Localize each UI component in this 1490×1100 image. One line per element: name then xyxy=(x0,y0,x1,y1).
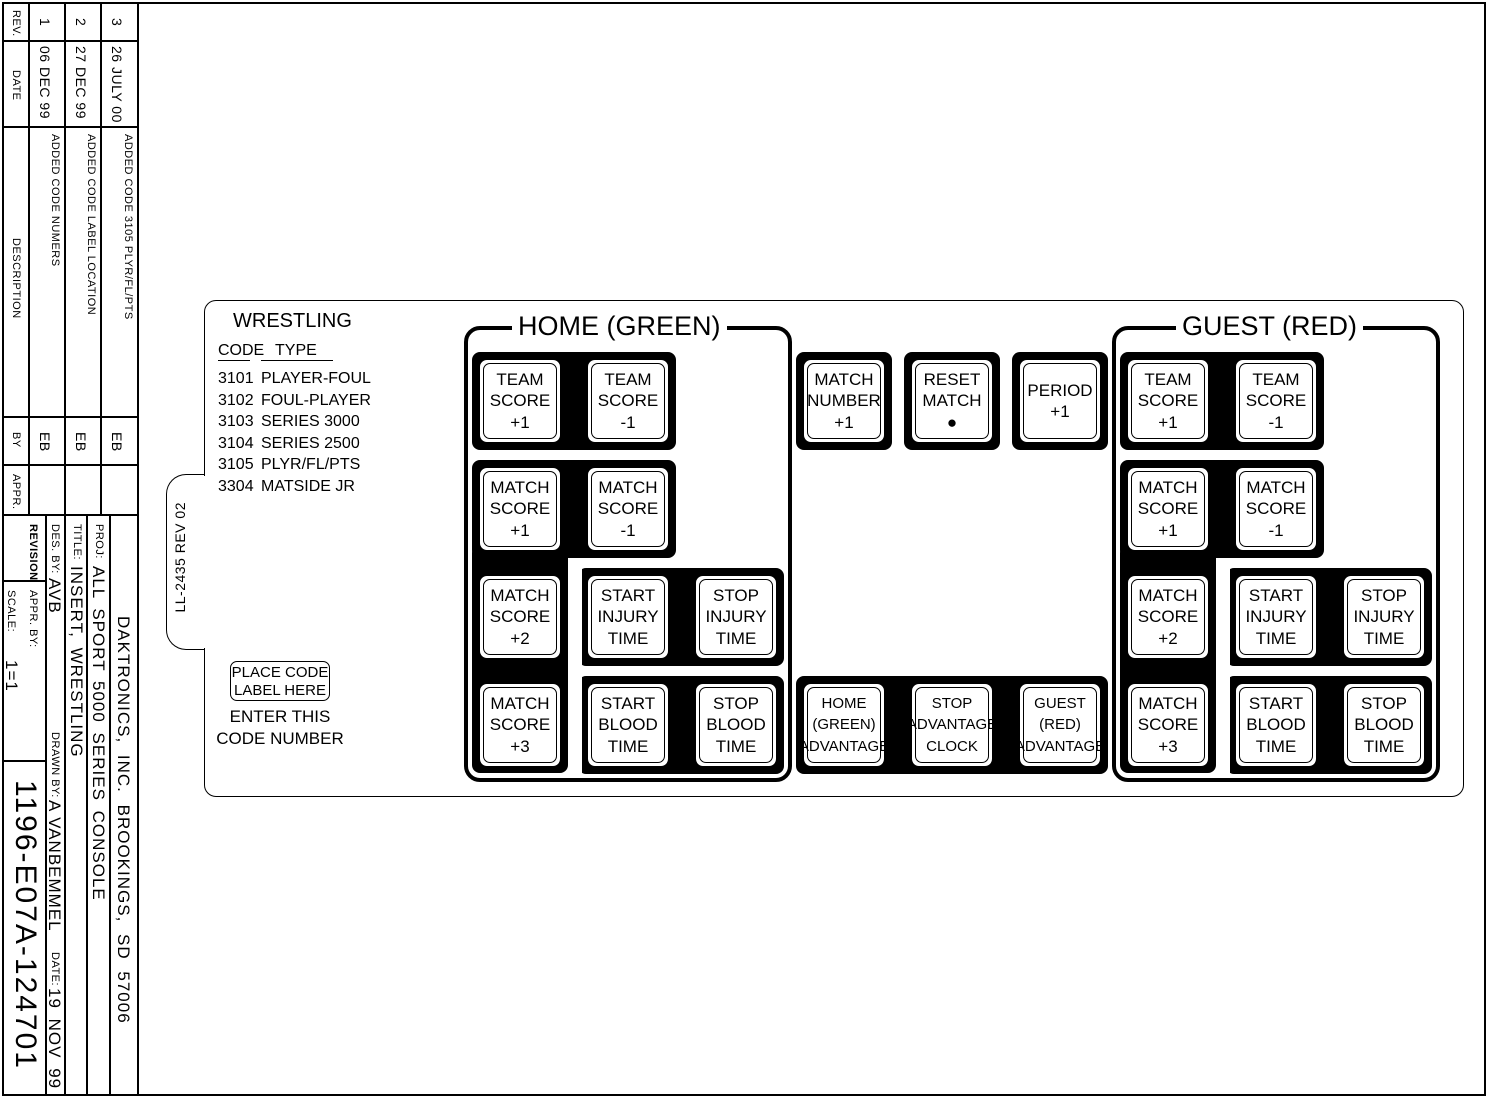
code-value: 3105 xyxy=(218,456,254,474)
code-row xyxy=(218,476,371,498)
home-stop-injury-time-key[interactable]: STOP INJURY TIME xyxy=(693,573,779,661)
code-row xyxy=(218,368,371,390)
code-type: SERIES 3000 xyxy=(261,413,360,431)
code-row xyxy=(218,433,371,455)
rev-date: 06 DEC 99 xyxy=(37,46,53,119)
guest-team-score-plus1-key[interactable]: TEAM SCORE +1 xyxy=(1125,357,1211,445)
drawn-by-label: DRAWN BY: xyxy=(49,732,61,798)
by-header: BY xyxy=(10,432,22,448)
home-start-injury-time-key[interactable]: START INJURY TIME xyxy=(585,573,671,661)
home-advantage-key[interactable]: HOME (GREEN) ADVANTAGE xyxy=(801,681,887,769)
home-title: HOME (GREEN) xyxy=(512,311,727,341)
guest-stop-injury-time-key[interactable]: STOP INJURY TIME xyxy=(1341,573,1427,661)
appr-by-label: APPR. BY: xyxy=(27,590,39,648)
code-header: CODE xyxy=(218,342,265,359)
guest-advantage-key[interactable]: GUEST (RED) ADVANTAGE xyxy=(1017,681,1103,769)
appr-header: APPR. xyxy=(10,474,22,510)
guest-match-score-plus3-key[interactable]: MATCH SCORE +3 xyxy=(1125,681,1211,769)
scale-value: 1=1 xyxy=(2,660,21,692)
des-by-label: DES. BY: xyxy=(49,524,61,574)
code-label-area: PLACE CODE LABEL HERE xyxy=(230,661,330,701)
match-number-plus1-key[interactable]: MATCH NUMBER +1 xyxy=(801,357,887,445)
rev-date: 26 JULY 00 xyxy=(109,46,125,123)
code-value: 3101 xyxy=(218,370,254,387)
stop-advantage-clock-key[interactable]: STOP ADVANTAGE CLOCK xyxy=(909,681,995,769)
guest-match-score-minus1-key[interactable]: MATCH SCORE -1 xyxy=(1233,465,1319,553)
rev-description: ADDED CODE NUMERS xyxy=(49,134,61,267)
enter-code-instruction: ENTER THIS CODE NUMBER xyxy=(216,707,344,748)
home-stop-blood-time-key[interactable]: STOP BLOOD TIME xyxy=(693,681,779,769)
code-type: MATSIDE JR xyxy=(261,477,355,495)
rev-number: 3 xyxy=(109,18,125,27)
sport-title: WRESTLING xyxy=(233,310,352,332)
home-match-score-plus2-key[interactable]: MATCH SCORE +2 xyxy=(477,573,563,661)
designed-by: AVB xyxy=(45,578,64,614)
drawing-title: INSERT, WRESTLING xyxy=(67,566,86,758)
drawing-number: 1196-E07A-124701 xyxy=(9,780,42,1070)
rev-by: EB xyxy=(37,432,53,452)
part-number: LL-2435 REV 02 xyxy=(172,502,188,613)
reset-match-key[interactable]: RESET MATCH ● xyxy=(909,357,995,445)
guest-match-score-plus2-key[interactable]: MATCH SCORE +2 xyxy=(1125,573,1211,661)
home-start-blood-time-key[interactable]: START BLOOD TIME xyxy=(585,681,671,769)
home-team-score-plus1-key[interactable]: TEAM SCORE +1 xyxy=(477,357,563,445)
drawing-date: 19 NOV 99 xyxy=(45,988,64,1090)
code-row xyxy=(218,411,371,433)
rev-header: REV. xyxy=(10,10,22,37)
guest-start-injury-time-key[interactable]: START INJURY TIME xyxy=(1233,573,1319,661)
code-value: 3104 xyxy=(218,434,254,452)
code-list xyxy=(218,368,371,498)
home-match-score-plus1-key[interactable]: MATCH SCORE +1 xyxy=(477,465,563,553)
company-name: DAKTRONICS, INC. BROOKINGS, SD 57006 xyxy=(114,616,133,1024)
title-label: TITLE: xyxy=(71,524,83,561)
home-team-score-minus1-key[interactable]: TEAM SCORE -1 xyxy=(585,357,671,445)
date-label: DATE: xyxy=(49,952,61,987)
code-type: PLYR/FL/PTS xyxy=(261,456,361,474)
description-header: DESCRIPTION xyxy=(10,238,22,319)
guest-match-score-plus1-key[interactable]: MATCH SCORE +1 xyxy=(1125,465,1211,553)
home-match-score-minus1-key[interactable]: MATCH SCORE -1 xyxy=(585,465,671,553)
code-value: 3102 xyxy=(218,391,254,409)
guest-stop-blood-time-key[interactable]: STOP BLOOD TIME xyxy=(1341,681,1427,769)
rev-date: 27 DEC 99 xyxy=(73,46,89,119)
revision-label: REVISION xyxy=(27,524,39,581)
period-plus1-key[interactable]: PERIOD +1 xyxy=(1017,357,1103,445)
guest-title: GUEST (RED) xyxy=(1176,311,1363,341)
code-row xyxy=(218,390,371,412)
rev-by: EB xyxy=(109,432,125,452)
code-row xyxy=(218,454,371,476)
proj-label: PROJ: xyxy=(93,524,105,559)
code-value: 3304 xyxy=(218,477,254,495)
type-header: TYPE xyxy=(261,342,333,361)
rev-by: EB xyxy=(73,432,89,452)
code-type: FOUL-PLAYER xyxy=(261,391,371,409)
rev-number: 1 xyxy=(37,18,53,27)
guest-team-score-minus1-key[interactable]: TEAM SCORE -1 xyxy=(1233,357,1319,445)
code-type: SERIES 2500 xyxy=(261,434,360,452)
rev-description: ADDED CODE 3105 PLYR/FL/PTS xyxy=(122,134,134,320)
date-header: DATE xyxy=(10,70,22,101)
home-match-score-plus3-key[interactable]: MATCH SCORE +3 xyxy=(477,681,563,769)
scale-label: SCALE: xyxy=(5,590,17,633)
rev-description: ADDED CODE LABEL LOCATION xyxy=(85,134,97,316)
code-type: PLAYER-FOUL xyxy=(261,370,371,387)
project-name: ALL SPORT 5000 SERIES CONSOLE xyxy=(89,566,108,901)
drawn-by: A VANBEMMEL xyxy=(45,800,64,932)
rev-number: 2 xyxy=(73,18,89,27)
guest-start-blood-time-key[interactable]: START BLOOD TIME xyxy=(1233,681,1319,769)
code-value: 3103 xyxy=(218,413,254,431)
